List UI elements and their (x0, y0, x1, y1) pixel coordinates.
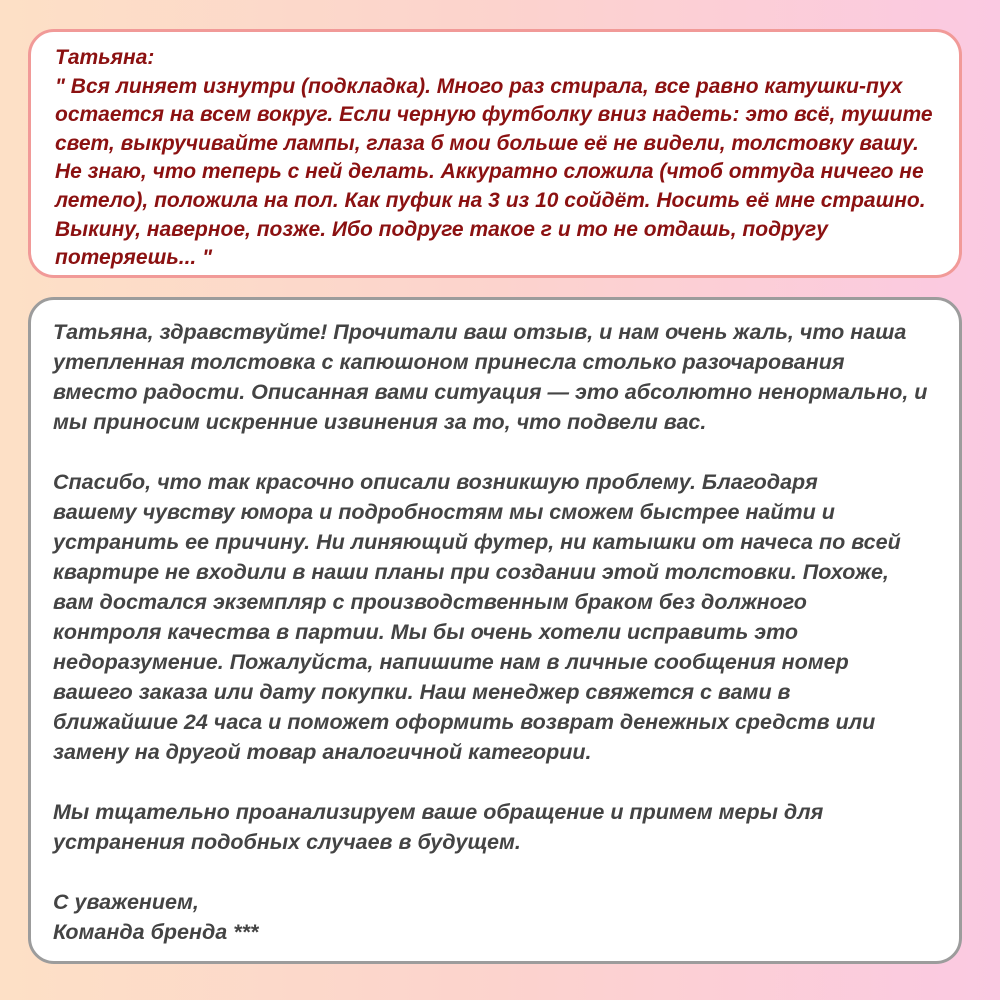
reply-line: Татьяна, здравствуйте! Прочитали ваш отзыв, и нам очень жаль, что наша (53, 320, 907, 344)
reply-line: мы приносим искренние извинения за то, что подвели вас. (53, 410, 707, 434)
reply-line: недоразумение. Пожалуйста, напишите нам в личные сообщения номер (53, 650, 849, 674)
reply-line: вашему чувству юмора и подробностям мы сможем быстрее найти и (53, 500, 835, 524)
reply-line: вашего заказа или дату покупки. Наш менеджер свяжется с вами в (53, 680, 791, 704)
reply-line: устранения подобных случаев в будущем. (53, 830, 521, 854)
reply-line: ближайшие 24 часа и поможет оформить возврат денежных средств или (53, 710, 876, 734)
paragraph-spacer (53, 767, 939, 797)
brand-reply-card (28, 297, 962, 964)
review-line: Не знаю, что теперь с ней делать. Аккуратно сложила (чтоб оттуда ничего не (55, 160, 924, 184)
paragraph-spacer (53, 857, 939, 887)
reply-signature: Команда бренда *** (53, 920, 259, 944)
reply-signature-block (53, 887, 939, 947)
reply-paragraph-details (53, 467, 939, 767)
reply-line: контроля качества в партии. Мы бы очень хотели исправить это (53, 620, 799, 644)
review-line: " Вся линяет изнутри (подкладка). Много раз стирала, все равно катушки-пух (55, 74, 903, 98)
review-author: Татьяна: (55, 46, 155, 69)
review-line: свет, выкручивайте лампы, глаза б мои больше её не видели, толстовку вашу. (55, 131, 919, 155)
reply-line: вам достался экземпляр с производственным браком без должного (53, 590, 807, 614)
customer-review-card (28, 29, 962, 278)
reply-line: квартире не входили в наши планы при создании этой толстовки. Похоже, (53, 560, 889, 584)
paragraph-spacer (53, 437, 939, 467)
review-line: остается на всем вокруг. Если черную футболку вниз надеть: это всё, тушите (55, 103, 933, 127)
reply-signoff: С уважением, (53, 890, 199, 914)
reply-line: Мы тщательно проанализируем ваше обращение и примем меры для (53, 800, 824, 824)
review-line: летело), положила на пол. Как пуфик на 3 из 10 сойдёт. Носить её мне страшно. (55, 188, 926, 212)
review-line: Выкину, наверное, позже. Ибо подруге такое г и то не отдашь, подругу (55, 217, 828, 241)
reply-paragraph-greeting (53, 317, 939, 437)
reply-line: вместо радости. Описанная вами ситуация — это абсолютно ненормально, и (53, 380, 928, 404)
reply-paragraph-closing (53, 797, 939, 857)
review-text (55, 73, 939, 273)
reply-line: замену на другой товар аналогичной категории. (53, 740, 592, 764)
reply-line: Спасибо, что так красочно описали возникшую проблему. Благодаря (53, 470, 818, 494)
reply-line: утепленная толстовка с капюшоном принесла столько разочарования (53, 350, 845, 374)
reply-line: устранить ее причину. Ни линяющий футер, ни катышки от начеса по всей (53, 530, 901, 554)
review-line: потеряешь... " (55, 246, 213, 270)
